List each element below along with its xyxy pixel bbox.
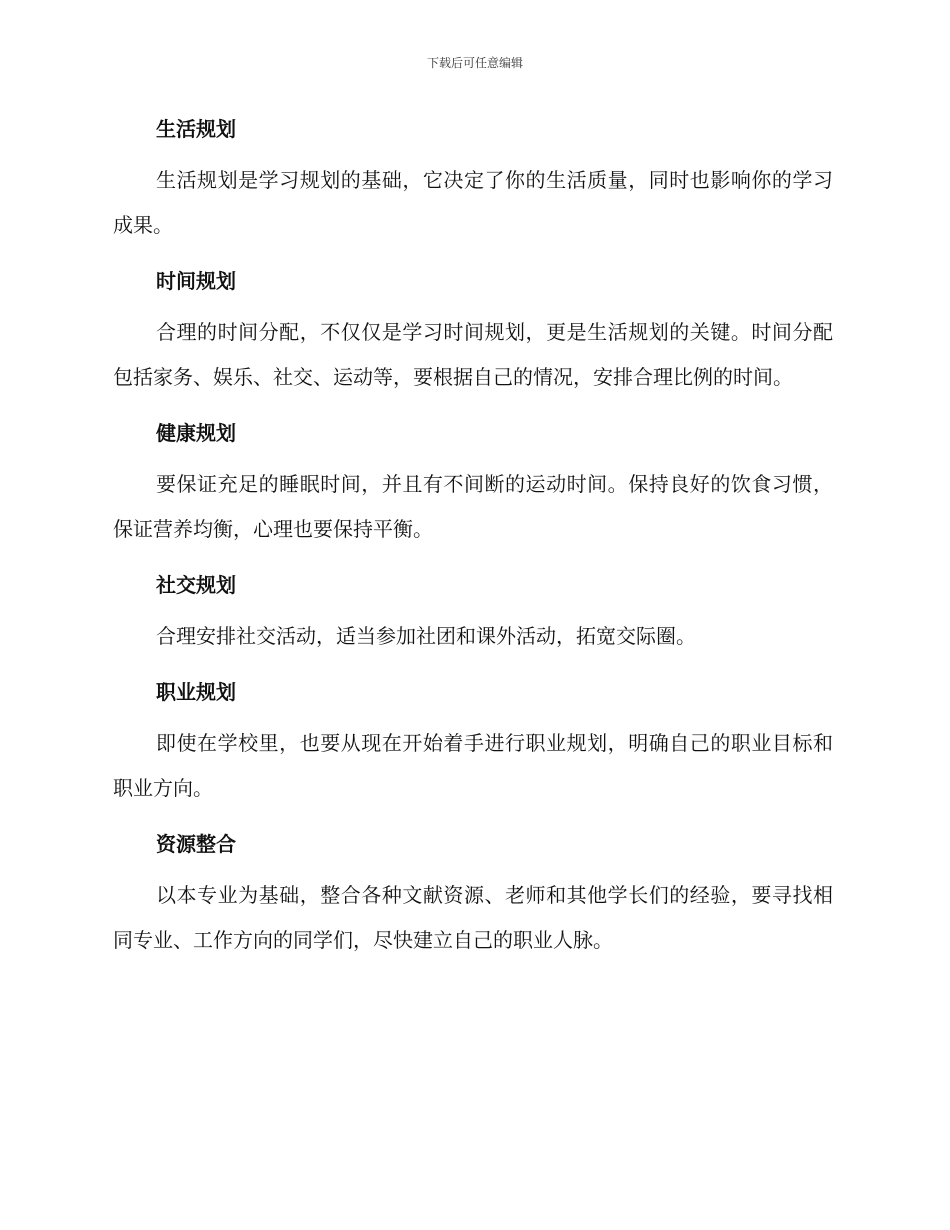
section-paragraph: 合理的时间分配，不仅仅是学习时间规划，更是生活规划的关键。时间分配包括家务、娱乐、社交、运动等，要根据自己的情况，安排合理比例的时间。	[113, 320, 833, 389]
page-header-note: 下载后可任意编辑	[426, 56, 523, 70]
section-heading: 资源整合	[156, 832, 236, 856]
section-heading: 社交规划	[156, 573, 236, 597]
section-paragraph: 要保证充足的睡眠时间，并且有不间断的运动时间。保持良好的饮食习惯，保证营养均衡，心理也要保持平衡。	[113, 472, 833, 541]
section-heading: 时间规划	[156, 269, 236, 293]
section-life	[113, 112, 833, 248]
section-paragraph: 合理安排社交活动，适当参加社团和课外活动，拓宽交际圈。	[156, 624, 696, 648]
section-heading: 职业规划	[156, 680, 236, 704]
section-health	[113, 416, 833, 552]
section-paragraph: 以本专业为基础，整合各种文献资源、老师和其他学长们的经验，要寻找相同专业、工作方向的同学们，尽快建立自己的职业人脉。	[113, 883, 833, 952]
section-resources	[113, 827, 833, 963]
section-time	[113, 264, 833, 400]
section-heading: 健康规划	[156, 421, 236, 445]
section-heading: 生活规划	[156, 117, 236, 141]
section-paragraph: 即使在学校里，也要从现在开始着手进行职业规划，明确自己的职业目标和职业方向。	[113, 731, 833, 800]
document-body	[113, 112, 833, 979]
section-social	[113, 568, 833, 659]
section-career	[113, 675, 833, 811]
section-paragraph: 生活规划是学习规划的基础，它决定了你的生活质量，同时也影响你的学习成果。	[113, 168, 833, 237]
